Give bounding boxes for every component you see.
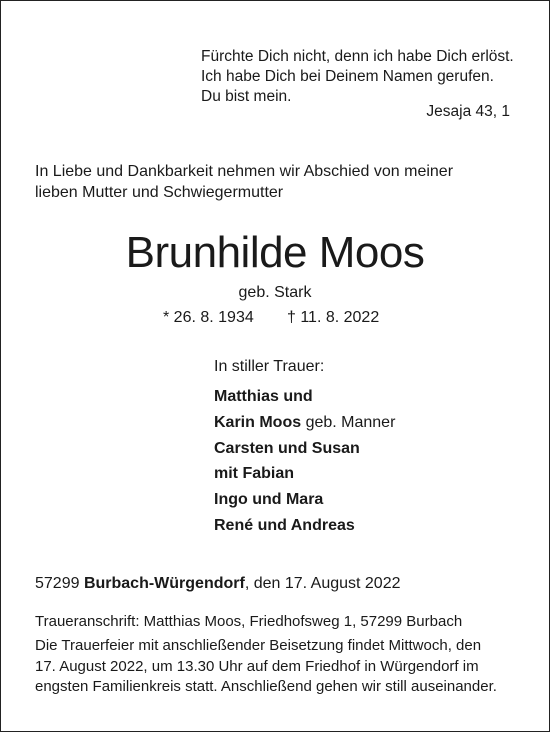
intro-line: In Liebe und Dankbarkeit nehmen wir Abschied von meiner [35, 163, 454, 180]
mourner-name: Carsten und Susan [214, 439, 360, 457]
intro-line: lieben Mutter und Schwiegermutter [35, 184, 284, 201]
place-date-text: , den 17. August 2022 [244, 575, 401, 592]
place-zip: 57299 [35, 575, 84, 592]
mourner-name: Karin Moos [214, 413, 302, 431]
funeral-line: Die Trauerfeier mit anschließender Beisetzung findet Mittwoch, den [35, 637, 482, 654]
place-town: Burbach-Würgendorf [83, 575, 245, 592]
verse-line: Fürchte Dich nicht, denn ich habe Dich erlöst. [201, 48, 514, 65]
intro-text [35, 161, 515, 203]
bible-verse [201, 47, 514, 107]
verse-reference: Jesaja 43, 1 [426, 103, 510, 120]
verse-line: Du bist mein. [201, 88, 292, 105]
funeral-line: 17. August 2022, um 13.30 Uhr auf dem Friedhof in Würgendorf im [35, 657, 479, 675]
funeral-line: engsten Familienkreis statt. Anschließend gehen wir still auseinander. [35, 678, 497, 695]
place-date [35, 575, 401, 593]
deceased-name: Brunhilde Moos [125, 228, 425, 277]
mourning-address: Traueranschrift: Matthias Moos, Friedhofsweg 1, 57299 Burbach [35, 613, 463, 630]
mourners-label: In stiller Trauer: [214, 358, 325, 375]
mourner-name: René und Andreas [214, 516, 355, 534]
verse-line: Ich habe Dich bei Deinem Namen gerufen. [201, 68, 494, 85]
birth-date: * 26. 8. 1934 [163, 309, 254, 326]
mourners-list [214, 384, 395, 539]
mourner-name: mit Fabian [214, 465, 295, 483]
mourner-suffix: geb. Manner [301, 413, 396, 431]
maiden-name: geb. Stark [238, 284, 312, 301]
funeral-notice [35, 636, 515, 698]
mourner-name: Ingo und Mara [214, 491, 324, 509]
death-date: † 11. 8. 2022 [287, 309, 380, 326]
mourner-name: Matthias und [214, 388, 313, 405]
